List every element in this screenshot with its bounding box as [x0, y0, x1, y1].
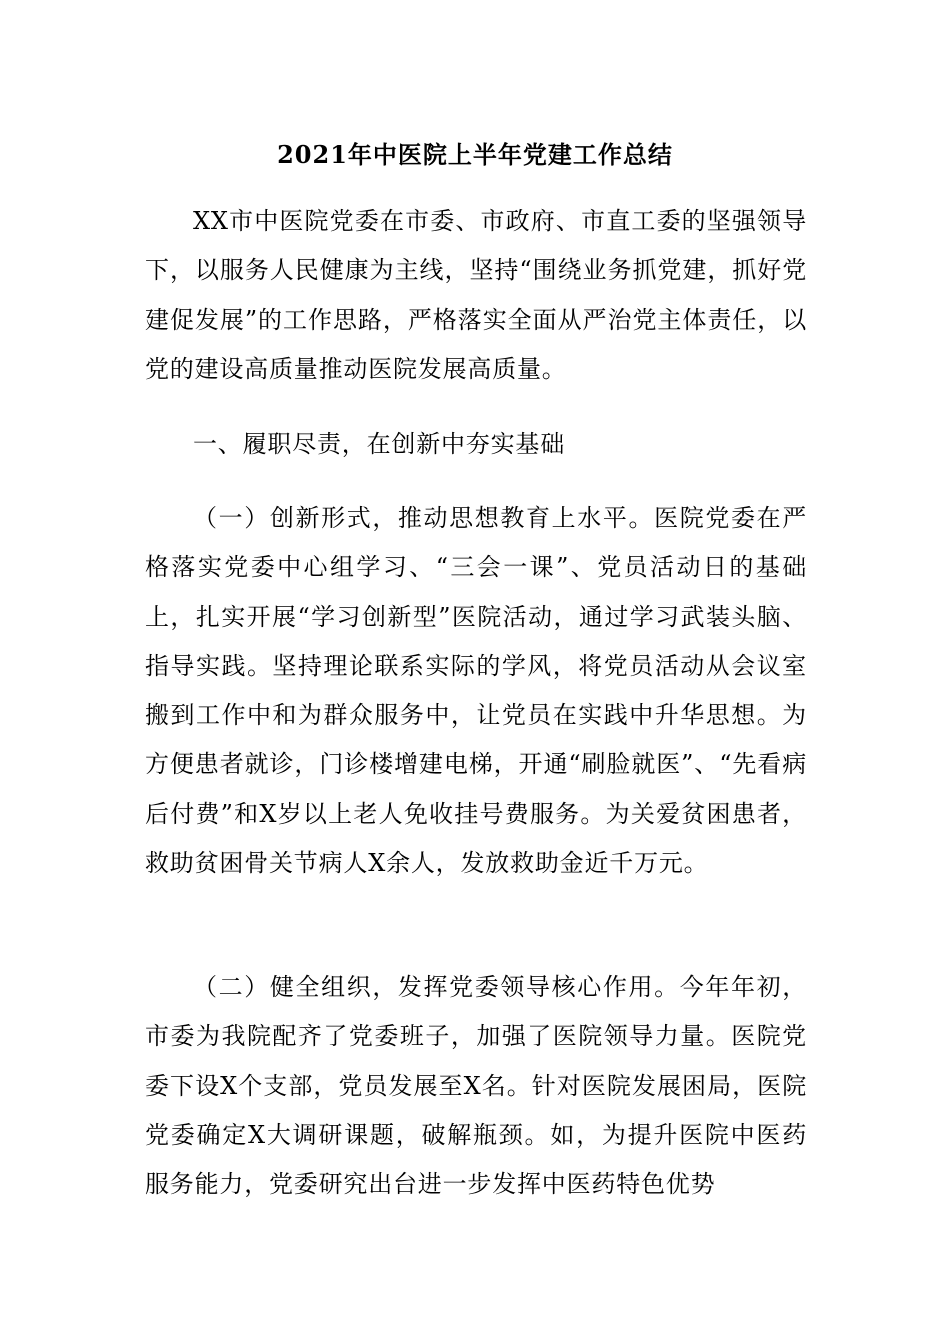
paragraph-intro: XX市中医院党委在市委、市政府、市直工委的坚强领导下，以服务人民健康为主线，坚持“围绕业务抓党建，抓好党建促发展”的工作思路，严格落实全面从严治党主体责任，以党的建设高质量推动医院发展高质量。 — [145, 207, 807, 383]
section-heading-1: 一、履职尽责，在创新中夯实基础 — [193, 430, 565, 458]
document-title: 2021年中医院上半年党建工作总结 — [277, 140, 673, 169]
paragraph-section-1-2: （二）健全组织，发挥党委领导核心作用。今年年初，市委为我院配齐了党委班子，加强了医院领导力量。医院党委下设X个支部，党员发展至X名。针对医院发展困局，医院党委确定X大调研课题，破解瓶颈。如，为提升医院中医药服务能力，党委研究出台进一步发挥中医药特色优势 — [145, 973, 807, 1199]
paragraph-section-1-1: （一）创新形式，推动思想教育上水平。医院党委在严格落实党委中心组学习、“三会一课”、党员活动日的基础上，扎实开展“学习创新型”医院活动，通过学习武装头脑、指导实践。坚持理论联系实际的学风，将党员活动从会议室搬到工作中和为群众服务中，让党员在实践中升华思想。为方便患者就诊，门诊楼增建电梯，开通“刷脸就医”、“先看病后付费”和X岁以上老人免收挂号费服务。为关爱贫困患者，救助贫困骨关节病人X余人，发放救助金近千万元。 — [145, 504, 807, 878]
